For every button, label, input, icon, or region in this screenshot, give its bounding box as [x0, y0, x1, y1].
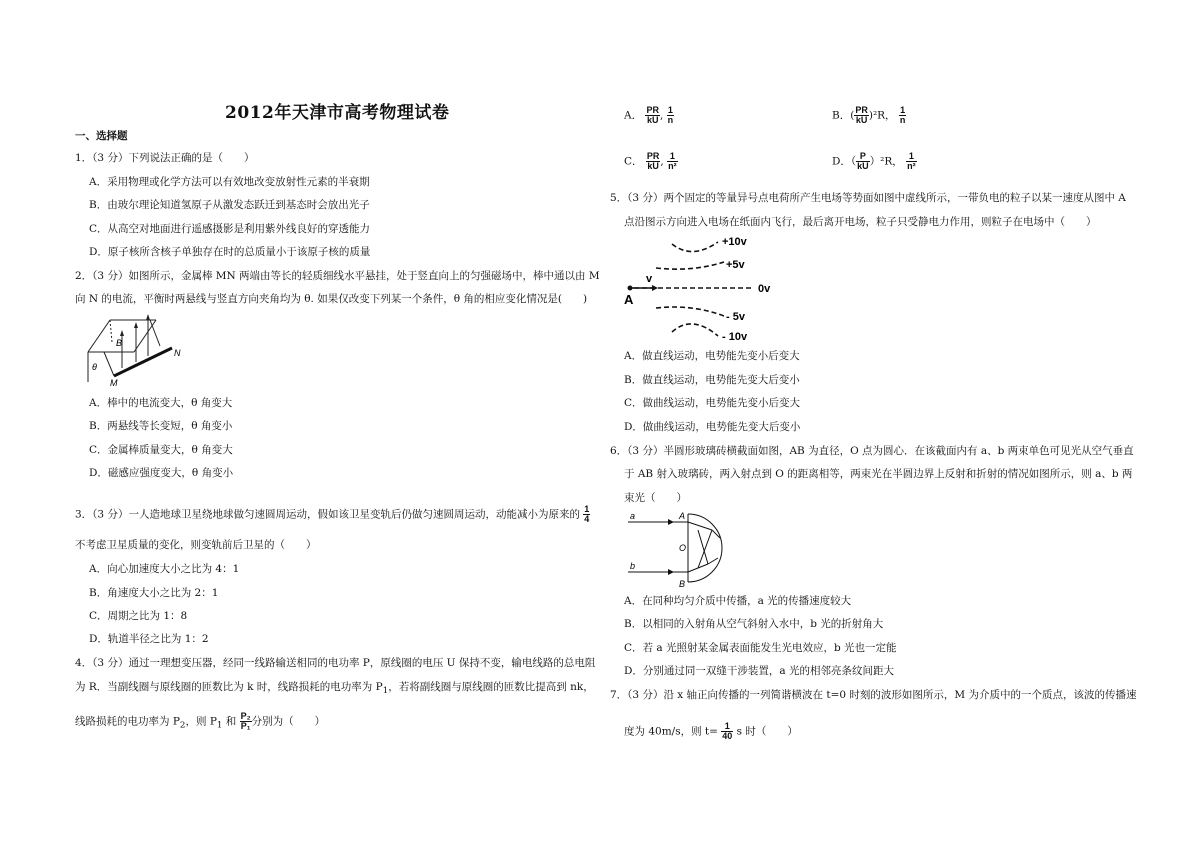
q4-optD-frac2-num: 1: [906, 152, 917, 162]
q4-optD-frac-num: P: [856, 152, 870, 162]
q5-option-b: B．做直线运动，电势能先变大后变小: [624, 374, 800, 386]
q4-optB-label: B．: [832, 109, 851, 122]
q4-optC-frac: [646, 152, 661, 171]
q5-fig-label-plus10: +10v: [722, 236, 747, 248]
q2-option-b: B．两悬线等长变短，θ 角变小: [89, 420, 233, 432]
q4-optD-tail: ）²R，: [869, 155, 903, 168]
q2-fig-label-m: M: [110, 378, 118, 388]
q4-stem-line3: [75, 712, 325, 733]
q4-stem2-text: 为 R．当副线圈与原线圈的匝数比为 k 时，线路损耗的电功率为 P: [75, 681, 383, 693]
q4-optA-frac-den: kU: [646, 115, 659, 125]
q4-optC-frac2: [667, 152, 678, 171]
q4-optA-frac2-num: 1: [667, 105, 673, 115]
q6-option-b: B．以相同的入射角从空气斜射入水中，b 光的折射角大: [624, 618, 884, 630]
q7-stem2a: 度为 40m/s，则 t=: [624, 725, 718, 738]
q6-fig-label-b-point: B: [679, 579, 686, 589]
q4-optD-label: D．（: [832, 155, 857, 168]
q4-stem2-sub: 1: [382, 686, 389, 697]
q6-stem-line3: 束光（ ）: [624, 492, 687, 504]
q5-option-a: A．做直线运动，电势能先变小后变大: [624, 350, 800, 362]
q1-option-a: A．采用物理或化学方法可以有效地改变放射性元素的半衰期: [89, 176, 370, 188]
q6-option-c: C．若 a 光照射某金属表面能发生光电效应，b 光也一定能: [624, 642, 897, 654]
section-heading: 一、选择题: [75, 130, 128, 142]
q7-fraction-num: 1: [721, 722, 733, 732]
q6-fig-label-a-point: A: [679, 511, 686, 521]
q3-fraction-den: 4: [584, 514, 590, 524]
q4-stem3-d: 分别为（ ）: [251, 715, 326, 728]
q4-stem3-sub: 2: [179, 720, 186, 731]
q2-stem-line1: 2．（3 分）如图所示，金属棒 MN 两端由等长的轻质细线水平悬挂，处于竖直向上的匀强磁场中，棒中通以由 M: [75, 270, 600, 282]
q6-fig-label-b-ray: b: [630, 561, 636, 571]
q6-fig-label-o: O: [679, 543, 687, 553]
q3-option-c: C．周期之比为 1：8: [89, 610, 188, 622]
q5-fig-label-v: v: [646, 273, 653, 285]
q4-fraction-den: P₁: [240, 721, 251, 731]
q5-figure: [622, 232, 782, 344]
q5-fig-label-a: A: [624, 292, 634, 307]
q7-fraction-den: 40: [722, 731, 733, 741]
q3-stem-line2: 不考虑卫星质量的变化，则变轨前后卫星的（ ）: [75, 539, 317, 551]
q1-stem: 1．（3 分）下列说法正确的是（ ）: [75, 152, 255, 164]
q4-optB-frac2: [899, 106, 907, 125]
q3-stem-text: 3．（3 分）一人造地球卫星绕地球做匀速圆周运动，假如该卫星变轨后仍做匀速圆周运动，动能减小为原来的: [75, 508, 580, 521]
q1-option-d: D．原子核所含核子单独存在时的总质量小于该原子核的质量: [89, 246, 371, 258]
q4-optD-frac-den: kU: [857, 161, 869, 171]
q7-stem-line1: 7．（3 分）沿 x 轴正向传播的一列简谐横波在 t=0 时刻的波形如图所示，M 为介质中的一个质点，该波的传播速: [610, 689, 1137, 701]
q4-optC-frac-num: PR: [646, 151, 660, 161]
q4-optA-frac-num: PR: [646, 105, 659, 115]
q2-stem-line2: 向 N 的电流，平衡时两悬线与竖直方向夹角均为 θ. 如果仅改变下列某一个条件，θ 角的相应变化情况是( ): [75, 293, 588, 305]
q4-optC-frac-den: kU: [647, 161, 659, 171]
q6-figure: [624, 508, 724, 590]
q4-option-c: C． $\frac{PR}{kU}$ , $\frac{1}{\text{n²}}$: [624, 151, 677, 171]
q4-optC-label: C．: [624, 155, 643, 168]
q5-fig-label-minus5: - 5v: [726, 311, 745, 323]
q5-option-d: D．做曲线运动，电势能先变大后变小: [624, 421, 801, 433]
q4-stem2-tail: ，若将副线圈与原线圈的匝数比提高到 nk，: [388, 681, 594, 693]
q2-figure: [84, 312, 194, 388]
page-title: 2012年天津市高考物理试卷: [225, 103, 450, 123]
q7-stem-line2: [624, 722, 798, 741]
q4-optA-label: A．: [624, 109, 643, 122]
q5-fig-label-plus5: +5v: [726, 259, 745, 271]
q6-option-d: D．分别通过同一双缝干涉装置，a 光的相邻亮条纹间距大: [624, 665, 895, 677]
q5-fig-label-zero: 0v: [758, 283, 771, 295]
q2-fig-label-theta: θ: [92, 362, 97, 372]
q4-stem3-c: 和: [222, 715, 237, 728]
q3-stem-line1: [75, 505, 590, 524]
q2-fig-label-n: N: [174, 348, 181, 358]
q4-optD-frac2: [906, 152, 917, 171]
q3-option-b: B．角速度大小之比为 2：1: [89, 587, 219, 599]
q4-optA-frac2-den: n: [667, 115, 674, 125]
q5-stem-line2: 点沿图示方向进入电场在纸面内飞行，最后离开电场，粒子只受静电力作用，则粒子在电场中（ ）: [624, 216, 1097, 228]
q3-option-d: D．轨道半径之比为 1：2: [89, 633, 209, 645]
q7-stem2b: s 时（ ）: [736, 725, 798, 738]
q2-option-d: D．磁感应强度变大，θ 角变小: [89, 467, 234, 479]
q6-stem-line2: 于 AB 射入玻璃砖，两入射点到 O 的距离相等，两束光在半圆边界上反射和折射的情况如图所示，则 a、b 两: [624, 468, 1133, 480]
q4-option-b: B．( $\frac{PR}{kU}$ )²R， $\frac{1}{n}$: [832, 105, 906, 125]
q4-optA-frac2: [667, 106, 675, 125]
q4-option-a: A． $\frac{PR}{kU}$ , $\frac{1}{n}$: [624, 105, 674, 125]
q2-option-a: A．棒中的电流变大，θ 角变大: [89, 397, 233, 409]
q4-optD-frac2-den: n²: [907, 161, 916, 171]
q4-stem-line2: [75, 680, 594, 698]
q2-fig-label-b: B: [116, 338, 123, 348]
q4-stem-line1: 4．（3 分）通过一理想变压器，经同一线路输送相同的电功率 P，原线圈的电压 U 保持不变，输电线路的总电阻: [75, 657, 596, 669]
q5-fig-label-minus10: - 10v: [722, 331, 748, 343]
q2-option-c: C．金属棒质量变大，θ 角变大: [89, 444, 233, 456]
q4-optB-tail: R，: [877, 109, 896, 122]
q4-option-d: [832, 152, 917, 171]
q7-fraction: [721, 722, 733, 741]
q4-stem3-sub2: 1: [216, 720, 223, 731]
q3-fraction-num: 1: [584, 504, 590, 514]
q3-option-a: A．向心加速度大小之比为 4：1: [89, 563, 240, 575]
q6-fig-label-a-ray: a: [630, 511, 636, 521]
q4-optD-frac: [856, 152, 870, 171]
q4-optC-frac2-num: 1: [667, 152, 678, 162]
q5-option-c: C．做曲线运动，电势能先变小后变大: [624, 397, 801, 409]
q4-optA-frac: [645, 106, 660, 125]
q4-optB-frac: [854, 106, 869, 125]
q6-option-a: A．在同种均匀介质中传播，a 光的传播速度较大: [624, 595, 852, 607]
q4-fraction-num: P₂: [240, 711, 251, 721]
q4-stem3-b: ，则 P: [185, 715, 217, 728]
q3-fraction: [583, 505, 590, 524]
q4-optC-frac2-den: n²: [668, 161, 677, 171]
q4-optB-frac2-num: 1: [900, 105, 906, 115]
q4-optB-frac-num: PR: [855, 105, 868, 115]
q4-optB-frac2-den: n: [899, 115, 906, 125]
q4-fraction: [240, 712, 252, 731]
q4-stem3-a: 线路损耗的电功率为 P: [75, 715, 180, 728]
q6-stem-line1: 6．（3 分）半圆形玻璃砖横截面如图，AB 为直径，O 点为圆心．在该截面内有 a、b 两束单色可见光从空气垂直: [610, 445, 1134, 457]
q4-optB-frac-den: kU: [855, 115, 868, 125]
q1-option-c: C．从高空对地面进行遥感摄影是利用紫外线良好的穿透能力: [89, 223, 371, 235]
q5-stem-line1: 5．（3 分）两个固定的等量异号点电荷所产生电场等势面如图中虚线所示，一带负电的粒子以某一速度从图中 A: [610, 192, 1126, 204]
q1-option-b: B．由玻尔理论知道氢原子从激发态跃迁到基态时会放出光子: [89, 199, 370, 211]
